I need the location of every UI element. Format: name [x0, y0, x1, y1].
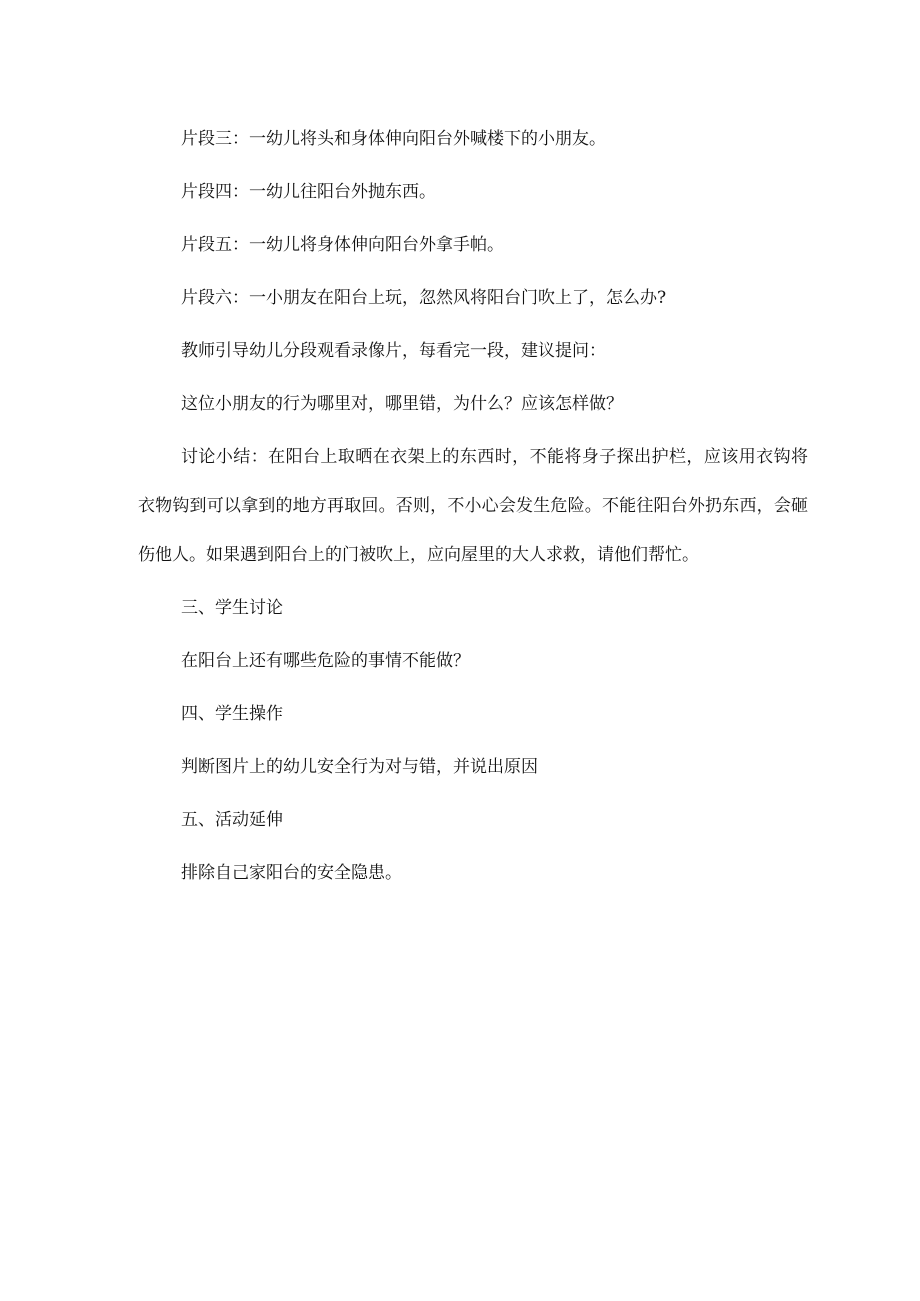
paragraph-operation-task: 判断图片上的幼儿安全行为对与错，并说出原因 — [181, 757, 538, 777]
section-heading-extension: 五、活动延伸 — [181, 810, 283, 830]
paragraph-segment-6: 片段六：一小朋友在阳台上玩，忽然风将阳台门吹上了，怎么办? — [181, 288, 667, 308]
document-body — [138, 128, 808, 915]
paragraph-teacher-guide: 教师引导幼儿分段观看录像片，每看完一段，建议提问： — [181, 341, 606, 361]
paragraph-extension-task: 排除自己家阳台的安全隐患。 — [181, 863, 402, 883]
paragraph-segment-5: 片段五：一幼儿将身体伸向阳台外拿手帕。 — [181, 235, 504, 255]
paragraph-segment-4: 片段四：一幼儿往阳台外抛东西。 — [181, 182, 436, 202]
paragraph-discussion-question: 在阳台上还有哪些危险的事情不能做？ — [181, 651, 470, 671]
section-heading-discussion: 三、学生讨论 — [181, 598, 283, 618]
paragraph-question: 这位小朋友的行为哪里对，哪里错，为什么？应该怎样做？ — [181, 394, 623, 414]
paragraph-segment-3: 片段三：一幼儿将头和身体伸向阳台外喊楼下的小朋友。 — [181, 129, 606, 149]
paragraph-summary: 讨论小结：在阳台上取晒在衣架上的东西时，不能将身子探出护栏，应该用衣钩将衣物钩到可以拿到的地方再取回。否则，不小心会发生危险。不能往阳台外扔东西，会砸伤他人。如果遇到阳台上的门被吹上，应向屋里的大人求救，请他们帮忙。 — [138, 447, 808, 565]
section-heading-operation: 四、学生操作 — [181, 704, 283, 724]
